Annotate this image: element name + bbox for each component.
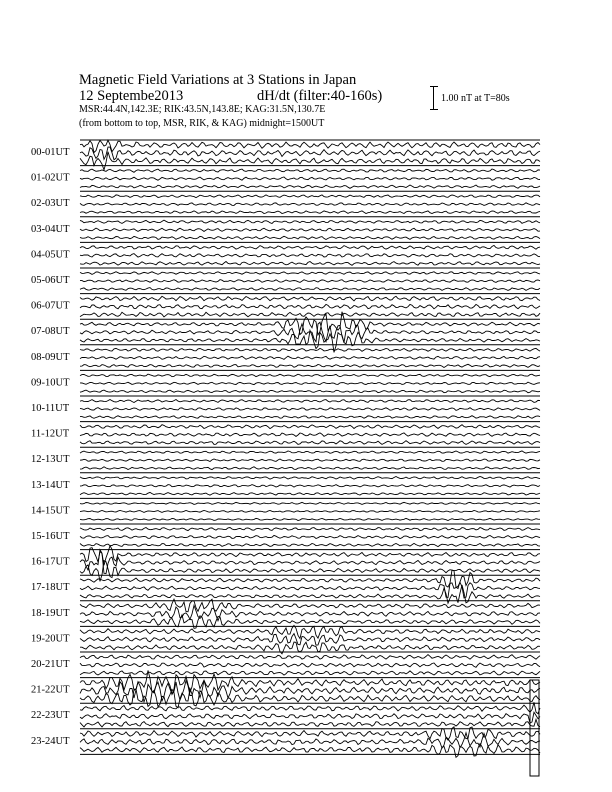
row-10-11UT [31,396,540,418]
trace-MSR [80,236,540,239]
trace-MSR [80,364,540,367]
row-label: 11-12UT [31,428,70,440]
trace-KAG [80,655,540,660]
row-23-24UT [31,727,540,758]
trace-MSR [80,518,540,520]
station-order-note: (from bottom to top, MSR, RIK, & KAG) midnight=1500UT [79,118,325,129]
trace-MSR [80,262,540,266]
trace-KAG [80,296,540,301]
saturation-marker [530,680,539,776]
trace-MSR [80,416,540,419]
row-19-20UT [31,625,540,653]
row-16-17UT [31,546,540,582]
trace-RIK [80,382,540,385]
trace-MSR [80,467,540,470]
trace-RIK [80,280,540,283]
trace-KAG [80,220,540,223]
trace-RIK [80,304,540,308]
trace-KAG [80,195,540,198]
row-label: 00-01UT [31,147,70,158]
row-14-15UT [31,498,540,520]
trace-RIK [80,634,540,646]
chart-title: Magnetic Field Variations at 3 Stations in Japan [79,72,357,88]
trace-MSR [80,492,540,495]
row-label: 03-04UT [31,223,70,235]
trace-KAG [80,477,540,480]
trace-MSR [80,152,540,170]
trace-RIK [80,408,540,411]
row-label: 22-23UT [31,710,70,722]
row-15-16UT [31,524,540,547]
row-label: 16-17UT [31,556,70,568]
trace-KAG [80,245,540,249]
row-label: 06-07UT [31,300,70,312]
trace-KAG [80,348,540,351]
trace-MSR [80,185,540,188]
row-12-13UT [31,447,540,469]
row-label: 19-20UT [31,633,70,645]
trace-RIK [80,147,540,160]
row-05-06UT [31,268,540,290]
trace-RIK [80,712,540,723]
row-label: 18-19UT [31,607,70,619]
row-label: 07-08UT [31,326,70,338]
trace-MSR [80,312,540,317]
trace-RIK [80,228,540,231]
trace-RIK [80,663,540,668]
trace-KAG [80,528,540,531]
row-label: 01-02UT [31,172,70,184]
trace-MSR [80,543,540,546]
row-13-14UT [31,473,540,495]
trace-KAG [80,272,540,275]
trace-RIK [80,535,540,538]
trace-RIK [80,254,540,258]
row-21-22UT [31,670,540,707]
row-08-09UT [31,345,540,368]
row-label: 20-21UT [31,659,70,670]
trace-KAG [80,425,540,429]
row-label: 14-15UT [31,505,70,517]
row-label: 23-24UT [31,735,70,747]
row-label: 15-16UT [31,531,70,542]
trace-MSR [80,288,540,291]
row-02-03UT [31,191,540,213]
row-22-23UT [31,702,540,727]
station-coordinates: MSR:44.4N,142.3E; RIK:43.5N,143.8E; KAG:31.5N,130.7E [79,104,326,115]
trace-KAG [80,140,540,152]
trace-KAG [80,374,540,377]
trace-RIK [80,177,540,180]
row-label: 04-05UT [31,249,70,261]
scale-label: 1.00 nT at T=80s [441,93,510,104]
trace-MSR [80,719,540,727]
row-20-21UT [31,652,540,675]
row-07-08UT [31,312,540,353]
row-label: 09-10UT [31,377,70,389]
trace-KAG [80,451,540,453]
row-label: 02-03UT [31,198,70,210]
trace-MSR [80,744,540,758]
row-17-18UT [31,570,540,603]
row-label: 21-22UT [31,684,70,696]
trace-RIK [80,511,540,513]
row-06-07UT [31,294,540,317]
trace-RIK [80,203,540,206]
trace-MSR [80,441,540,445]
trace-RIK [80,485,540,488]
filter-label: dH/dt (filter:40-160s) [257,88,383,104]
row-09-10UT [31,370,540,392]
row-03-04UT [31,217,540,240]
date-label: 12 Septembe2013 [79,88,184,104]
trace-KAG [80,546,540,566]
row-04-05UT [31,242,540,265]
trace-MSR [80,390,540,393]
row-01-02UT [31,166,540,189]
trace-RIK [80,433,540,437]
trace-KAG [80,502,540,504]
row-11-12UT [31,422,540,445]
row-label: 12-13UT [31,454,70,466]
trace-KAG [80,400,540,403]
trace-RIK [80,356,540,359]
trace-KAG [80,570,540,588]
row-label: 08-09UT [31,351,70,363]
trace-MSR [80,211,540,214]
trace-KAG [80,702,540,713]
trace-KAG [80,625,540,638]
row-label: 05-06UT [31,275,70,286]
trace-KAG [80,169,540,172]
row-18-19UT [31,599,540,628]
row-label: 10-11UT [31,403,70,414]
row-label: 13-14UT [31,479,70,491]
trace-RIK [80,459,540,462]
row-label: 17-18UT [31,582,70,594]
